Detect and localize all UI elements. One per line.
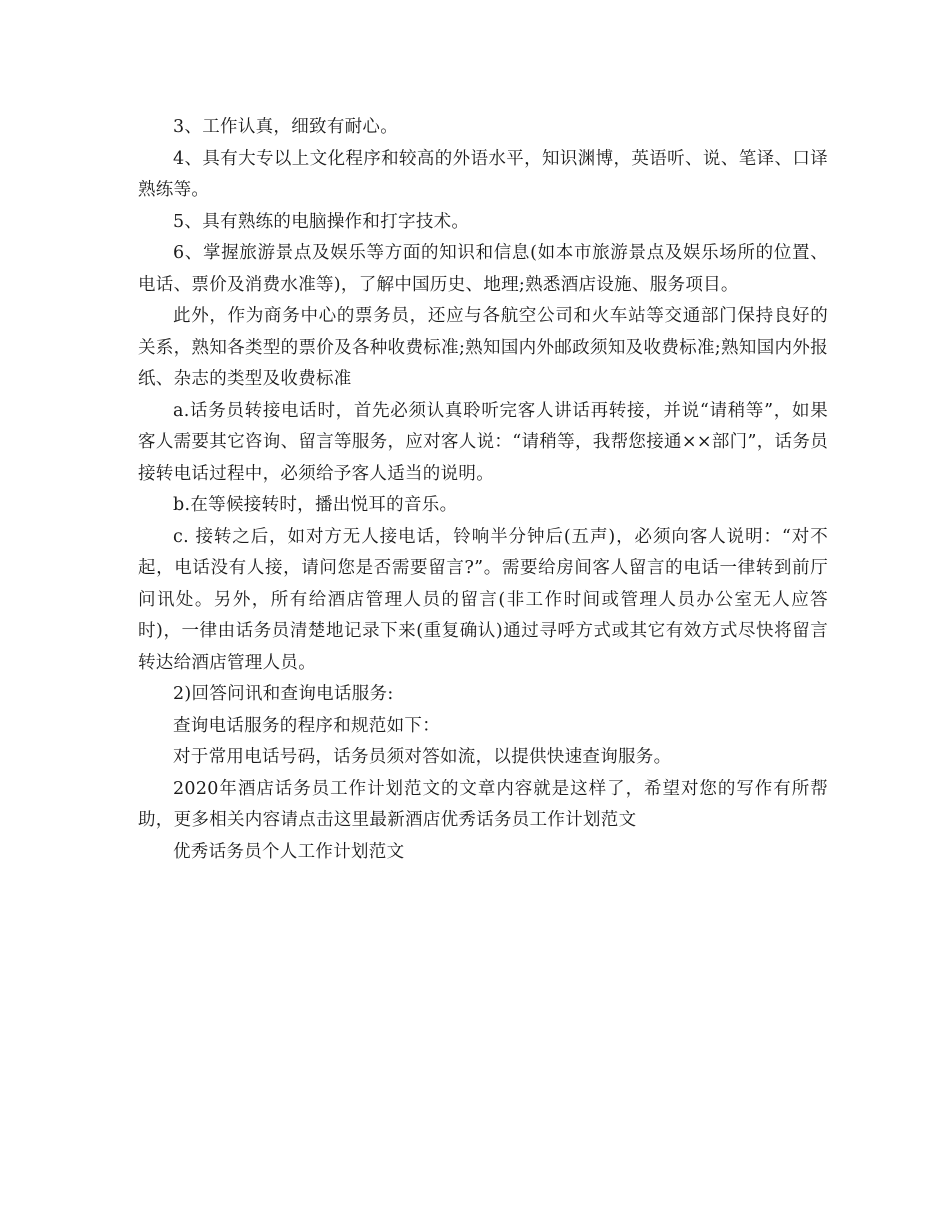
paragraph-step-c: c. 接转之后，如对方无人接电话，铃响半分钟后(五声)，必须向客人说明：“对不起，电话没有人接，请问您是否需要留言?”。需要给房间客人留言的电话一律转到前厅问讯处。另外，所有给酒店管理人员的留言(非工作时间或管理人员办公室无人应答时)，一律由话务员清楚地记录下来(重复确认)通过寻呼方式或其它有效方式尽快将留言转达给酒店管理人员。 (138, 526, 828, 673)
paragraph-item-5: 5、具有熟练的电脑操作和打字技术。 (173, 211, 470, 232)
paragraph-section-2: 2)回答问讯和查询电话服务: (173, 684, 394, 704)
paragraph-closing: 2020年酒店话务员工作计划范文的文章内容就是这样了，希望对您的写作有所帮助，更多相关内容请点击这里最新酒店优秀话务员工作计划范文 (138, 778, 828, 830)
paragraph-query-procedure: 查询电话服务的程序和规范如下： (173, 715, 440, 736)
paragraph-step-b: b.在等候接转时，播出悦耳的音乐。 (173, 495, 458, 515)
paragraph-step-a: a.话务员转接电话时，首先必须认真聆听完客人讲话再转接，并说“请稍等”，如果客人需要其它咨询、留言等服务，应对客人说：“请稍等，我帮您接通××部门”，话务员接转电话过程中，必须给予客人适当的说明。 (138, 400, 828, 484)
paragraph-ticketing: 此外，作为商务中心的票务员，还应与各航空公司和火车站等交通部门保持良好的关系，熟知各类型的票价及各种收费标准;熟知国内外邮政须知及收费标准;熟知国内外报纸、杂志的类型及收费标准 (138, 306, 828, 389)
paragraph-item-3: 3、工作认真，细致有耐心。 (173, 117, 399, 137)
paragraph-item-6: 6、掌握旅游景点及娱乐等方面的知识和信息(如本市旅游景点及娱乐场所的位置、电话、票价及消费水准等)，了解中国历史、地理;熟悉酒店设施、服务项目。 (138, 243, 828, 295)
paragraph-item-4: 4、具有大专以上文化程序和较高的外语水平，知识渊博，英语听、说、笔译、口译熟练等。 (138, 148, 828, 200)
paragraph-common-numbers: 对于常用电话号码，话务员须对答如流，以提供快速查询服务。 (173, 747, 672, 767)
paragraph-related-link: 优秀话务员个人工作计划范文 (173, 841, 405, 862)
document-body (138, 112, 828, 868)
